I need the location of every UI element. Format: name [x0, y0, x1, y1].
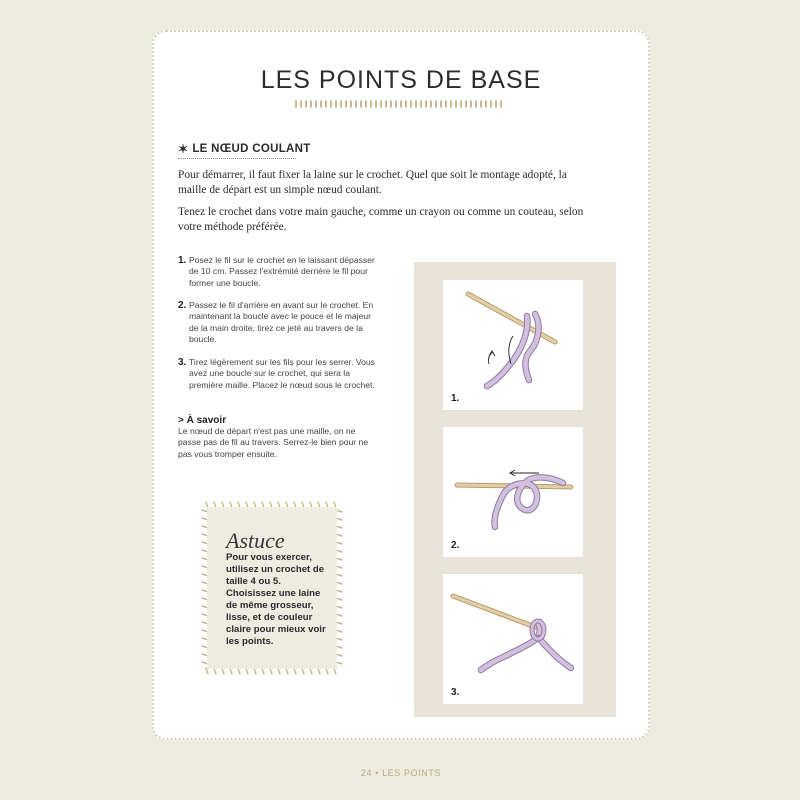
section-heading — [178, 142, 311, 156]
a-savoir-title: > À savoir — [178, 415, 227, 426]
intro-paragraph-2: Tenez le crochet dans votre main gauche, comme un crayon ou comme un couteau, selon votre méthode préférée. — [178, 206, 584, 233]
step-3 — [178, 357, 378, 391]
page-footer: 24 • LES POINTS — [360, 768, 442, 778]
title-underline-ornament — [294, 99, 506, 109]
slip-knot-step-2-drawing — [443, 427, 583, 557]
slip-knot-step-3-drawing — [443, 574, 583, 704]
heading-rule — [178, 158, 296, 159]
illustration-label: 3. — [451, 687, 460, 698]
step-1 — [178, 255, 378, 289]
step-number: 3. — [178, 357, 187, 368]
step-2 — [178, 300, 378, 346]
step-number: 1. — [178, 255, 187, 266]
section-heading-text: LE NŒUD COULANT — [192, 143, 311, 155]
illustration-label: 1. — [451, 393, 460, 404]
star-icon: ✶ — [178, 142, 189, 156]
step-text: Posez le fil sur le crochet en le laissant dépasser de 10 cm. Passez l'extrémité derrière le fil pour former une boucle. — [189, 255, 375, 288]
a-savoir-text: Le nœud de départ n'est pas une maille, on ne passe pas de fil au travers. Serrez-le bien pour ne pas vous tromper ensuite. — [178, 426, 369, 459]
page-title: LES POINTS DE BASE — [260, 66, 542, 94]
illustration-label: 2. — [451, 540, 460, 551]
step-number: 2. — [178, 300, 187, 311]
intro-paragraph-1: Pour démarrer, il faut fixer la laine sur le crochet. Quel que soit le montage adopté, la maille de départ est un simple nœud coulant. — [178, 169, 567, 196]
step-text: Tirez légèrement sur les fils pour les serrer. Vous avez une boucle sur le crochet, qui sera la première maille. Placez le nœud sous le crochet. — [189, 357, 375, 390]
step-text: Passez le fil d'arrière en avant sur le crochet. En maintenant la boucle avec le pouce et le majeur de la main droite, tirez ce jeté au travers de la boucle. — [189, 300, 374, 345]
illustration-step-2 — [443, 427, 583, 557]
illustration-step-1 — [443, 280, 583, 410]
illustration-step-3 — [443, 574, 583, 704]
slip-knot-step-1-drawing — [443, 280, 583, 410]
tip-text: Pour vous exercer, utilisez un crochet de taille 4 ou 5. Choisissez une laine de même grosseur, lisse, et de couleur claire pour mieux voir les points. — [226, 552, 326, 647]
tip-title: Astuce — [226, 528, 285, 553]
